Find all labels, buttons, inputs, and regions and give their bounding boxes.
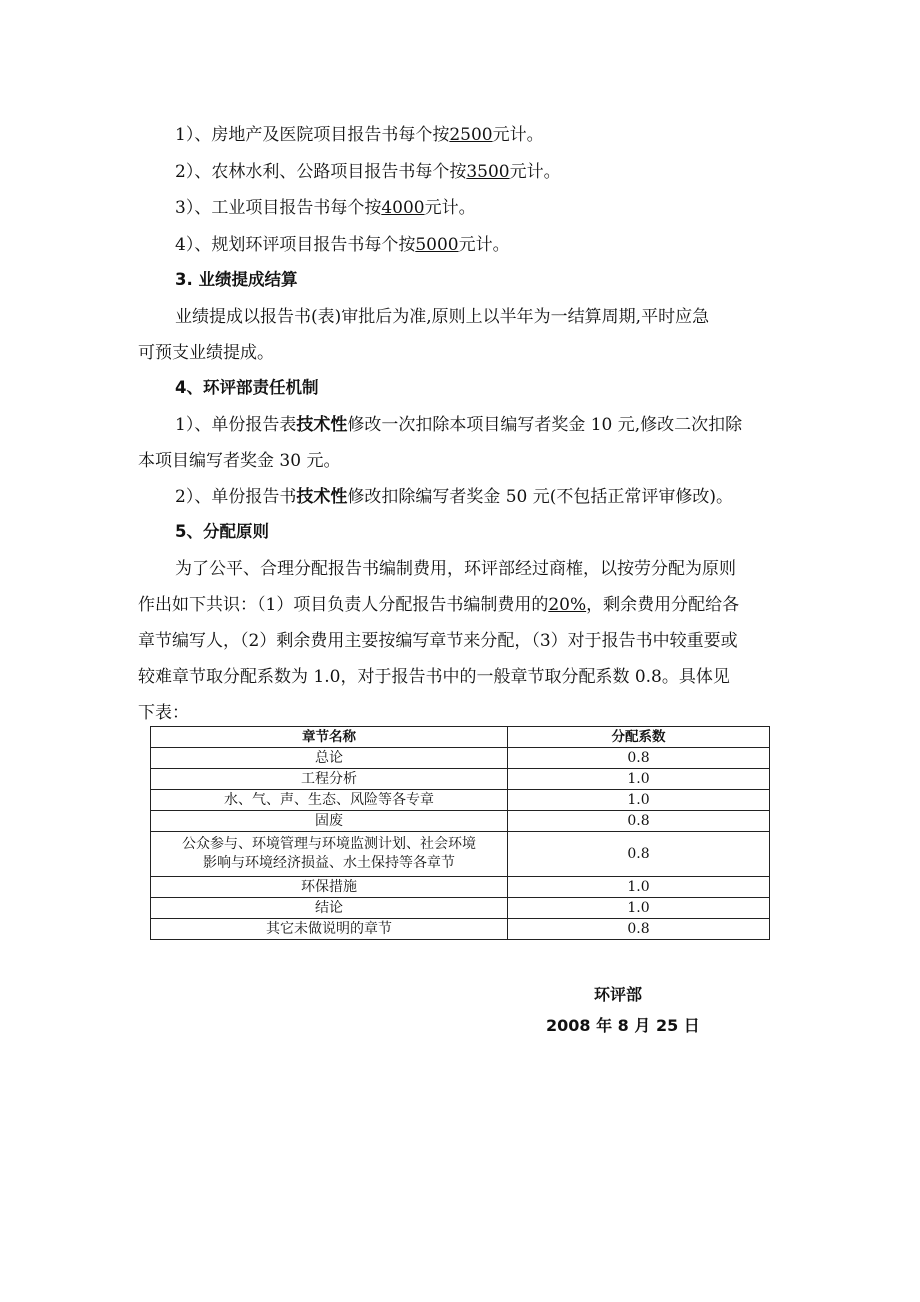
fee-suffix: 元计。 [492,125,544,145]
chapter-name: 固废 [151,811,508,832]
table-row [151,790,770,811]
coefficient: 0.8 [508,748,770,769]
section5-line5: 下表： [138,703,189,723]
fee-item-2 [175,157,561,182]
section4-heading: 4、环评部责任机制 [175,378,319,397]
table-row [151,748,770,769]
table-row [151,811,770,832]
chapter-name: 总论 [151,748,508,769]
fee-amount: 5000 [415,235,459,255]
keyword: 技术性 [296,487,348,507]
chapter-name-line2: 影响与环境经济损益、水土保持等各章节 [203,855,455,871]
chapter-name: 其它未做说明的章节 [151,919,508,940]
fee-amount: 3500 [466,162,510,182]
section3-heading: 3. 业绩提成结算 [175,270,298,289]
chapter-name-line1: 公众参与、环境管理与环境监测计划、社会环境 [182,836,476,852]
section3-paragraph-line2: 可预支业绩提成。 [138,343,274,363]
coefficient: 0.8 [508,832,770,877]
fee-label: 4）、规划环评项目报告书每个按 [175,235,416,255]
keyword: 技术性 [296,415,348,435]
table-row [151,898,770,919]
fee-suffix: 元计。 [509,162,561,182]
chapter-name: 结论 [151,898,508,919]
fee-item-4 [175,230,510,255]
section3-paragraph-line1: 业绩提成以报告书(表)审批后为准,原则上以半年为一结算周期,平时应急 [175,307,710,327]
item-text: 修改扣除编写者奖金 50 元(不包括正常评审修改)。 [347,487,734,507]
coefficient: 0.8 [508,811,770,832]
table-row [151,832,770,877]
chapter-name: 环保措施 [151,877,508,898]
table-row [151,877,770,898]
fee-suffix: 元计。 [458,235,510,255]
table-row [151,769,770,790]
section5-line1: 为了公平、合理分配报告书编制费用，环评部经过商榷，以按劳分配为原则 [175,559,736,579]
header-chapter-name: 章节名称 [151,727,508,748]
fee-amount: 2500 [449,125,493,145]
percent-value: 20% [548,595,587,615]
coefficient: 1.0 [508,790,770,811]
table-row [151,919,770,940]
coefficient: 1.0 [508,898,770,919]
section5-line3: 章节编写人，（2）剩余费用主要按编写章节来分配，（3）对于报告书中较重要或 [138,631,738,651]
chapter-name: 工程分析 [151,769,508,790]
fee-suffix: 元计。 [424,198,476,218]
signature-dept: 环评部 [594,985,643,1004]
table-header-row [151,727,770,748]
text: ，剩余费用分配给各 [586,595,740,615]
text: 作出如下共识：（1）项目负责人分配报告书编制费用的 [138,595,549,615]
chapter-name: 水、气、声、生态、风险等各专章 [151,790,508,811]
item-text: 2）、单份报告书 [175,487,297,507]
fee-label: 3）、工业项目报告书每个按 [175,198,382,218]
header-coefficient: 分配系数 [508,727,770,748]
item-text: 修改一次扣除本项目编写者奖金 10 元,修改二次扣除 [347,415,743,435]
item-text: 1）、单份报告表 [175,415,297,435]
section4-item2 [175,482,733,507]
fee-item-3 [175,193,476,218]
coefficient: 1.0 [508,877,770,898]
fee-item-1 [175,120,544,145]
fee-label: 1）、房地产及医院项目报告书每个按 [175,125,450,145]
signature-date: 2008 年 8 月 25 日 [546,1016,700,1035]
coefficient: 0.8 [508,919,770,940]
fee-amount: 4000 [381,198,425,218]
section4-item1-line1 [175,410,742,435]
section5-heading: 5、分配原则 [175,522,269,541]
section5-line2 [138,590,739,615]
coefficient: 1.0 [508,769,770,790]
section4-item1-line2: 本项目编写者奖金 30 元。 [138,451,341,471]
chapter-name [151,832,508,877]
fee-label: 2）、农林水利、公路项目报告书每个按 [175,162,467,182]
section5-line4: 较难章节取分配系数为 1.0，对于报告书中的一般章节取分配系数 0.8。具体见 [138,667,730,687]
allocation-table [150,726,770,940]
